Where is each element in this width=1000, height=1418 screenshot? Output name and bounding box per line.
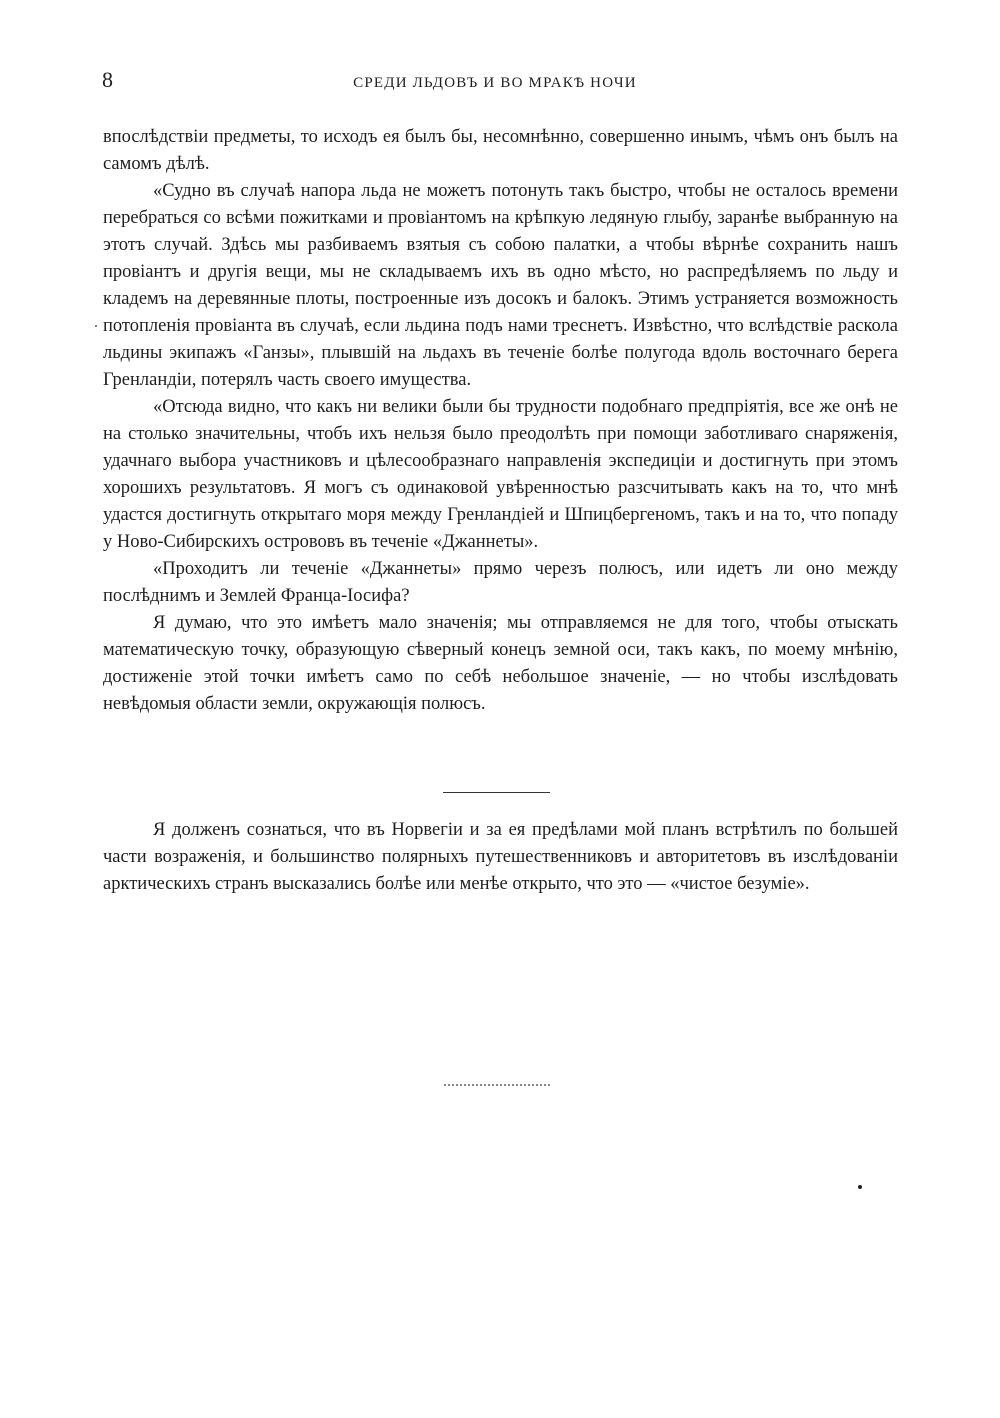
section-divider	[443, 792, 550, 793]
paragraph-continuation: впослѣдствіи предметы, то исходъ ея былъ бы, несомнѣнно, совершенно инымъ, чѣмъ онъ былъ на самомъ дѣлѣ.	[103, 127, 898, 174]
paragraph: «Судно въ случаѣ напора льда не можетъ потонуть такъ быстро, чтобы не осталось времени перебраться со всѣми пожитками и провіантомъ на крѣпкую ледяную глыбу, заранѣе выбранную на этотъ случай. Здѣсь мы разбиваемъ взятыя съ собою палатки, а чтобы вѣрнѣе сохранить нашъ провіантъ и другія вещи, мы не складываемъ ихъ въ одно мѣсто, но распредѣляемъ по льду и кладемъ на деревянные плоты, построенные изъ досокъ и балокъ. Этимъ устраняется возможность потопленія провіанта въ случаѣ, если льдина подъ нами треснетъ. Извѣстно, что вслѣдствіе раскола льдины экипажъ «Ганзы», плывшій на льдахъ въ теченіе болѣе полугода вдоль восточнаго берега Гренландіи, потерялъ часть своего имущества.	[103, 181, 898, 390]
print-speck	[858, 1185, 862, 1189]
running-title: СРЕДИ ЛЬДОВЪ И ВО МРАКѢ НОЧИ	[353, 75, 637, 91]
page-number: 8	[102, 67, 113, 92]
closing-paragraph: Я долженъ сознаться, что въ Норвегіи и за ея предѣлами мой планъ встрѣтилъ по большей части возраженія, и большинство полярныхъ путешественниковъ и авторитетовъ въ изслѣдованіи арктическихъ странъ высказались болѣе или менѣе открыто, что это — «чистое безуміе».	[103, 820, 898, 894]
end-ornament-divider	[444, 1084, 550, 1086]
paragraph: «Проходитъ ли теченіе «Джаннеты» прямо черезъ полюсъ, или идетъ ли оно между послѣднимъ и Землей Франца-Іосифа?	[103, 559, 898, 606]
paragraph: Я думаю, что это имѣетъ мало значенія; мы отправляемся не для того, чтобы отыскать математическую точку, образующую сѣверный конецъ земной оси, такъ какъ, по моему мнѣнію, достиженіе этой точки имѣетъ само по себѣ небольшое значеніе, — но чтобы изслѣдовать невѣдомыя области земли, окружающія полюсъ.	[103, 613, 898, 714]
paragraph: «Отсюда видно, что какъ ни велики были бы трудности подобнаго предпріятія, все же онѣ не на столько значительны, чтобъ ихъ нельзя было преодолѣть при помощи заботливаго снаряженія, удачнаго выбора участниковъ и цѣлесообразнаго направленія экспедиціи и достигнуть при этомъ хорошихъ результатовъ. Я могъ съ одинаковой увѣренностью разсчитывать какъ на то, что мнѣ удастся достигнуть открытаго моря между Гренландіей и Шпицбергеномъ, такъ и на то, что попаду у Ново-Сибирскихъ острововъ въ теченіе «Джаннеты».	[103, 397, 898, 552]
main-text	[103, 124, 898, 718]
print-speck	[95, 325, 97, 327]
closing-text	[103, 817, 898, 898]
